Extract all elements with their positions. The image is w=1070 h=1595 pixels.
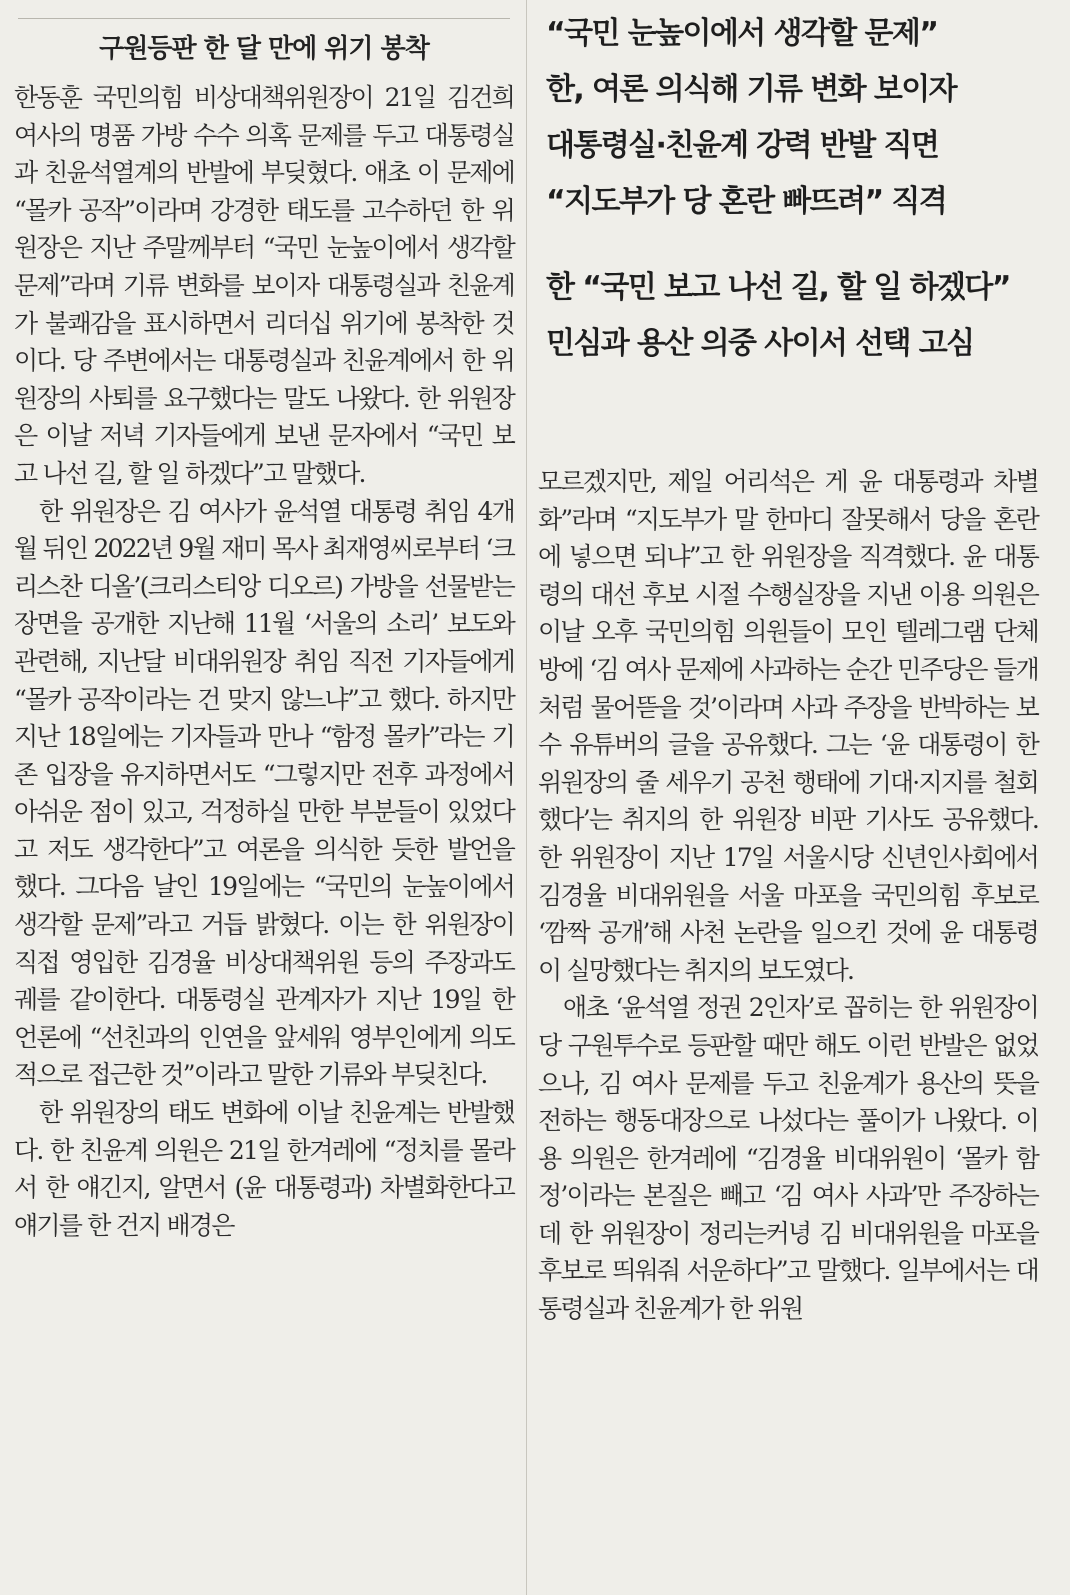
article-paragraph: 한동훈 국민의힘 비상대책위원장이 21일 김건희 여사의 명품 가방 수수 의혹 문제를 두고 대통령실과 친윤석열계의 반발에 부딪혔다. 애초 이 문제에 “몰카 공작”이라며 강경한 태도를 고수하던 한 위원장은 지난 주말께부터 “국민 눈높이에서 생각할 문제”라며 기류 변화를 보이자 대통령실과 친윤계가 불쾌감을 표시하면서 리더십 위기에 봉착한 것이다. 당 주변에서는 대통령실과 친윤계에서 한 위원장의 사퇴를 요구했다는 말도 나왔다. 한 위원장은 이날 저녁 기자들에게 보낸 문자에서 “국민 보고 나선 길, 할 일 하겠다”고 말했다. xyxy=(14,83,514,488)
article-paragraph: 한 위원장의 태도 변화에 이날 친윤계는 반발했다. 한 친윤계 의원은 21일 한겨레에 “정치를 몰라서 한 얘긴지, 알면서 (윤 대통령과) 차별화한다고 얘기를 한 건지 배경은 xyxy=(14,1098,514,1240)
left-subheading: 구원등판 한 달 만에 위기 봉착 xyxy=(99,34,429,64)
headline-line: “국민 눈높이에서 생각할 문제” xyxy=(546,16,938,51)
headline-line: 민심과 용산 의중 사이서 선택 고심 xyxy=(546,326,974,361)
left-article-body xyxy=(14,79,514,1244)
top-rule xyxy=(18,18,510,19)
headline-line: 한 “국민 보고 나선 길, 할 일 하겠다” xyxy=(546,270,1010,305)
headline-line: 대통령실·친윤계 강력 반발 직면 xyxy=(546,128,939,163)
article-paragraph: 모르겠지만, 제일 어리석은 게 윤 대통령과 차별화”라며 “지도부가 말 한마디 잘못해서 당을 혼란에 넣으면 되냐”고 한 위원장을 직격했다. 윤 대통령의 대선 후보 시절 수행실장을 지낸 이용 의원은 이날 오후 국민의힘 의원들이 모인 텔레그램 단체방에 ‘김 여사 문제에 사과하는 순간 민주당은 들개처럼 물어뜯을 것’이라며 사과 주장을 반박하는 보수 유튜버의 글을 공유했다. 그는 ‘윤 대통령이 한 위원장의 줄 세우기 공천 행태에 기대·지지를 철회했다’는 취지의 한 위원장 비판 기사도 공유했다. 한 위원장이 지난 17일 서울시당 신년인사회에서 김경율 비대위원을 서울 마포을 국민의힘 후보로 ‘깜짝 공개’해 사천 논란을 일으킨 것에 윤 대통령이 실망했다는 취지의 보도였다. xyxy=(538,467,1038,985)
headline-spacer xyxy=(546,230,1056,260)
article-paragraph: 한 위원장은 김 여사가 윤석열 대통령 취임 4개월 뒤인 2022년 9월 재미 목사 최재영씨로부터 ‘크리스찬 디올’(크리스티앙 디오르) 가방을 선물받는 장면을 공개한 지난해 11월 ‘서울의 소리’ 보도와 관련해, 지난달 비대위원장 취임 직전 기자들에게 “몰카 공작이라는 건 맞지 않느냐”고 했다. 하지만 지난 18일에는 기자들과 만나 “함정 몰카”라는 기존 입장을 유지하면서도 “그렇지만 전후 과정에서 아쉬운 점이 있고, 걱정하실 만한 부분들이 있었다고 저도 생각한다”고 여론을 의식한 듯한 발언을 했다. 그다음 날인 19일에는 “국민의 눈높이에서 생각할 문제”라고 거듭 밝혔다. 이는 한 위원장이 직접 영입한 김경율 비상대책위원 등의 주장과도 궤를 같이한다. 대통령실 관계자가 지난 19일 한 언론에 “선친과의 인연을 앞세워 영부인에게 의도적으로 접근한 것”이라고 말한 기류와 부딪친다. xyxy=(14,496,514,1090)
left-column xyxy=(14,28,514,1244)
headline-line: 한, 여론 의식해 기류 변화 보이자 xyxy=(546,72,956,107)
right-article-body xyxy=(538,463,1038,1328)
right-column xyxy=(538,0,1056,372)
article-paragraph: 애초 ‘윤석열 정권 2인자’로 꼽히는 한 위원장이 당 구원투수로 등판할 때만 해도 이런 반발은 없었으나, 김 여사 문제를 두고 친윤계가 용산의 뜻을 전하는 행동대장으로 나섰다는 풀이가 나왔다. 이용 의원은 한겨레에 “김경율 비대위원이 ‘몰카 함정’이라는 본질은 빼고 ‘김 여사 사과’만 주장하는데 한 위원장이 정리는커녕 김 비대위원을 마포을 후보로 띄워줘 서운하다”고 말했다. 일부에서는 대통령실과 친윤계가 한 위원 xyxy=(538,993,1038,1324)
headline-block xyxy=(546,6,1056,372)
headline-line: “지도부가 당 혼란 빠뜨려” 직격 xyxy=(546,184,947,219)
column-divider xyxy=(526,0,527,1595)
